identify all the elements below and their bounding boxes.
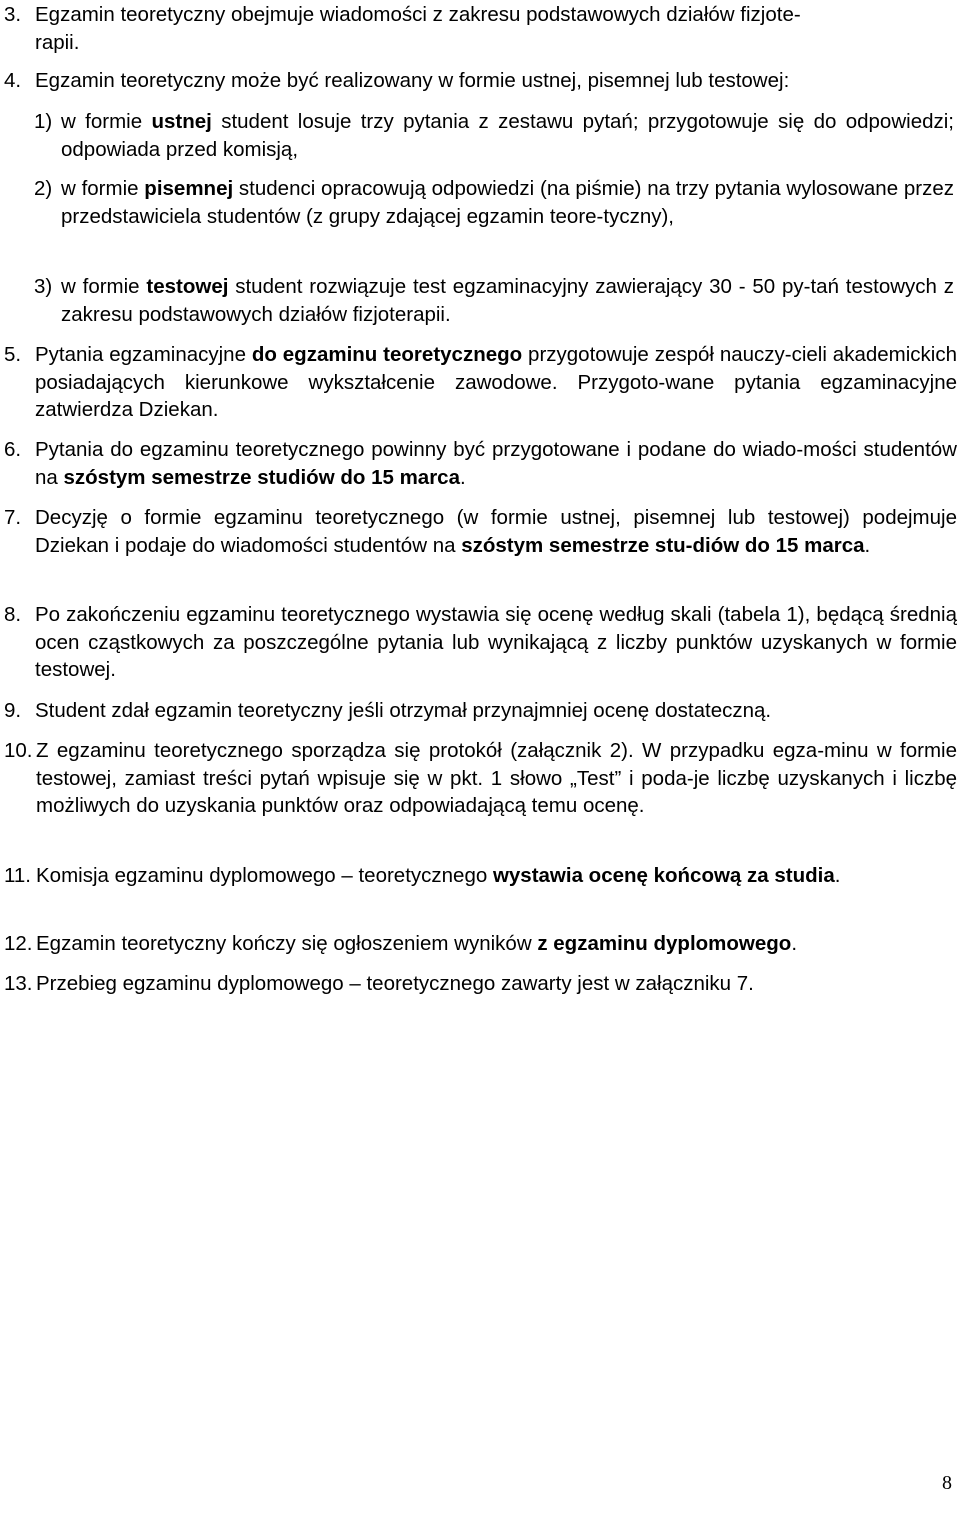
sub-item-text [61,108,954,163]
text-segment: Decyzję o formie egzaminu teoretycznego (w formie ustnej, pisemnej lub testowej) podejmuje Dziekan i podaje do wiadomości studentów na [35,506,957,557]
item-text [35,697,957,725]
sub-item-text [61,175,954,230]
text-segment: student rozwiązuje test egzaminacyjny zawierający 30 - 50 py-tań testowych z zakresu podstawowych działów fizjoterapii. [61,275,954,326]
bold-segment: z egzaminu dyplomowego [537,932,792,955]
text-segment: . [460,465,466,489]
item-text-segment: Egzamin teoretyczny może być realizowany w formie ustnej, pisemnej lub testowej: [35,69,790,92]
item-text [35,1,957,56]
text-segment: Komisja egzaminu dyplomowego – teoretycznego [36,864,493,887]
bold-segment: pisemnej [144,177,234,200]
text-segment: studenci opracowują odpowiedzi (na piśmie) na trzy pytania wylosowane przez przedstawiciela studentów (z grupy zdającej egzamin teore-tyczny), [61,177,954,228]
item-number: 5. [4,343,22,366]
text-segment: Po zakończeniu egzaminu teoretycznego wystawia się ocenę według skali (tabela 1), będącą średnią ocen cząstkowych za poszczególne pytania lub wynikającą z liczby punktów uzyskanych w formie testowej. [35,603,957,681]
item-number: 7. [4,506,22,529]
bold-segment: wystawia ocenę końcową za studia [492,864,835,887]
item-text-line: Egzamin teoretyczny obejmuje wiadomości z zakresu podstawowych działów fizjote- [35,3,801,26]
item-text [36,737,957,820]
sub-item-text [61,273,954,328]
item-text [35,341,957,424]
text-segment: . [864,533,871,557]
text-segment: . [791,932,798,955]
text-segment: Egzamin teoretyczny kończy się ogłoszeniem wyników [36,932,538,955]
text-segment: w formie [61,177,145,200]
text-segment: Z egzaminu teoretycznego sporządza się protokół (załącznik 2). W przypadku egza-minu w formie testowej, zamiast treści pytań wpisuje się w pkt. 1 słowo „Test” i poda-je liczbę uzyskanych i liczbę możliwych do uzyskania punktów oraz odpowiadającą temu ocenę. [36,739,957,817]
item-number: 9. [4,699,22,722]
bold-segment: szóstym semestrze studiów do 15 marca [63,465,460,489]
item-number: 8. [4,603,22,626]
item-text [35,504,957,559]
text-segment: przygotowuje zespół nauczy-cieli akademickich posiadających kierunkowe wykształcenie zawodowe. Przygoto-wane pytania egzaminacyjne zatwierdza Dziekan. [35,343,957,421]
bold-segment: ustnej [151,110,212,133]
item-number: 11. [4,864,31,887]
text-segment: Przebieg egzaminu dyplomowego – teoretycznego zawarty jest w załączniku 7. [36,972,754,995]
bold-segment: szóstym semestrze stu-diów do 15 marca [461,533,865,557]
bold-segment: testowej [146,275,229,298]
item-number: 12. [4,932,33,955]
text-segment: w formie [61,275,147,298]
item-number: 13. [4,972,33,995]
text-segment: student losuje trzy pytania z zestawu pytań; przygotowuje się do odpowiedzi; odpowiada przed komisją, [61,110,954,161]
text-segment: Pytania egzaminacyjne [35,343,252,366]
item-text [36,970,957,998]
sub-item-number: 3) [34,275,53,298]
item-text [35,436,957,491]
text-segment: w formie [61,110,152,133]
page-number: 8 [942,1472,952,1494]
item-text [36,862,957,890]
item-number: 4. [4,69,22,92]
text-segment: . [834,864,841,887]
item-text-line: rapii. [35,30,80,54]
item-number: 6. [4,438,22,461]
sub-item-number: 1) [34,110,53,133]
sub-item-number: 2) [34,177,53,200]
bold-segment: do egzaminu teoretycznego [251,343,523,366]
item-number: 3. [4,3,22,26]
item-text [35,601,957,684]
text-segment: Pytania do egzaminu teoretycznego powinny być przygotowane i podane do wiado-mości studentów na [35,438,957,489]
item-text [35,67,957,95]
item-text [36,930,957,958]
item-number: 10. [4,739,33,762]
text-segment: Student zdał egzamin teoretyczny jeśli otrzymał przynajmniej ocenę dostateczną. [35,699,772,722]
